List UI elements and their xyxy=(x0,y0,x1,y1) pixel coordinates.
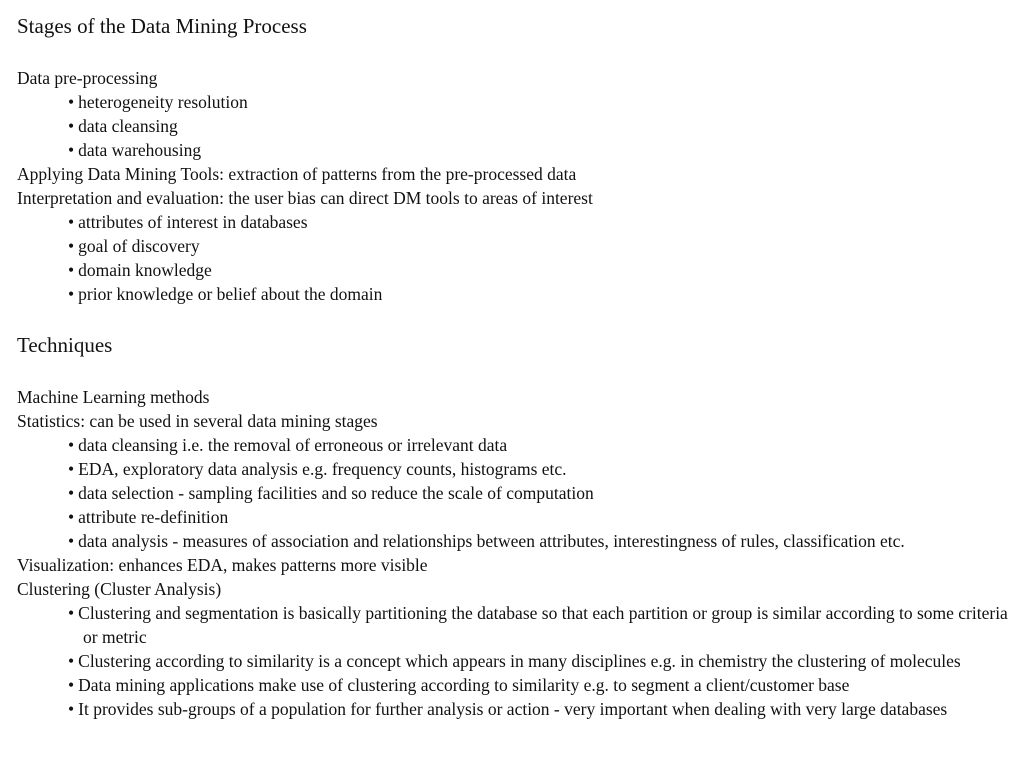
bullet-icon: • xyxy=(68,236,75,256)
bullet-item xyxy=(17,649,1013,673)
bullet-item xyxy=(17,457,1022,481)
bullet-text: Clustering and segmentation is basically partitioning the database so that each partition or group is similar according to some criteria or metric xyxy=(78,603,1008,647)
bullet-icon: • xyxy=(68,699,75,719)
bullet-item xyxy=(17,282,1022,306)
bullet-text: attribute re-definition xyxy=(78,507,229,527)
item-visualization: Visualization: enhances EDA, makes patterns more visible xyxy=(17,555,428,575)
bullet-text: data selection - sampling facilities and so reduce the scale of computation xyxy=(78,483,594,503)
section-title-stages: Stages of the Data Mining Process xyxy=(17,14,307,38)
bullet-text: goal of discovery xyxy=(78,236,200,256)
bullet-icon: • xyxy=(68,260,75,280)
bullet-icon: • xyxy=(68,651,75,671)
bullet-icon: • xyxy=(68,92,75,112)
bullet-item xyxy=(17,601,1023,649)
bullet-item xyxy=(17,697,1023,721)
bullet-item xyxy=(17,210,1022,234)
bullet-text: Clustering according to similarity is a concept which appears in many disciplines e.g. in chemistry the clustering of molecules xyxy=(78,651,961,671)
bullet-text: heterogeneity resolution xyxy=(78,92,248,112)
bullet-text: data analysis - measures of association and relationships between attributes, interestingness of rules, classification etc. xyxy=(78,531,905,551)
item-applying-tools: Applying Data Mining Tools: extraction of patterns from the pre-processed data xyxy=(17,164,577,184)
bullet-item xyxy=(17,433,1022,457)
document-page xyxy=(17,13,1022,721)
bullet-text: domain knowledge xyxy=(78,260,212,280)
bullet-icon: • xyxy=(68,284,75,304)
bullet-icon: • xyxy=(68,459,75,479)
bullet-item xyxy=(17,114,1022,138)
item-interpretation: Interpretation and evaluation: the user bias can direct DM tools to areas of interest xyxy=(17,188,593,208)
bullet-item xyxy=(17,258,1022,282)
bullet-icon: • xyxy=(68,212,75,232)
item-machine-learning: Machine Learning methods xyxy=(17,387,210,407)
bullet-icon: • xyxy=(68,507,75,527)
bullet-icon: • xyxy=(68,531,75,551)
bullet-item xyxy=(17,234,1022,258)
bullet-item xyxy=(17,673,1023,697)
bullet-text: prior knowledge or belief about the domain xyxy=(78,284,383,304)
bullet-item xyxy=(17,138,1022,162)
bullet-text: data cleansing i.e. the removal of erroneous or irrelevant data xyxy=(78,435,508,455)
bullet-icon: • xyxy=(68,603,75,623)
section-title-techniques: Techniques xyxy=(17,333,113,357)
item-preprocessing: Data pre-processing xyxy=(17,68,158,88)
bullet-text: data cleansing xyxy=(78,116,178,136)
bullet-item xyxy=(17,90,1022,114)
bullet-text: attributes of interest in databases xyxy=(78,212,308,232)
bullet-icon: • xyxy=(68,116,75,136)
bullet-icon: • xyxy=(68,140,75,160)
bullet-item xyxy=(17,505,1022,529)
bullet-text: EDA, exploratory data analysis e.g. frequency counts, histograms etc. xyxy=(78,459,567,479)
bullet-item xyxy=(17,481,1022,505)
bullet-item xyxy=(17,529,1022,553)
bullet-text: Data mining applications make use of clustering according to similarity e.g. to segment a client/customer base xyxy=(78,675,850,695)
bullet-icon: • xyxy=(68,675,75,695)
item-statistics: Statistics: can be used in several data mining stages xyxy=(17,411,378,431)
bullet-icon: • xyxy=(68,483,75,503)
bullet-text: data warehousing xyxy=(78,140,202,160)
item-clustering: Clustering (Cluster Analysis) xyxy=(17,579,222,599)
bullet-text: It provides sub-groups of a population for further analysis or action - very important when dealing with very large databases xyxy=(78,699,948,719)
bullet-icon: • xyxy=(68,435,75,455)
